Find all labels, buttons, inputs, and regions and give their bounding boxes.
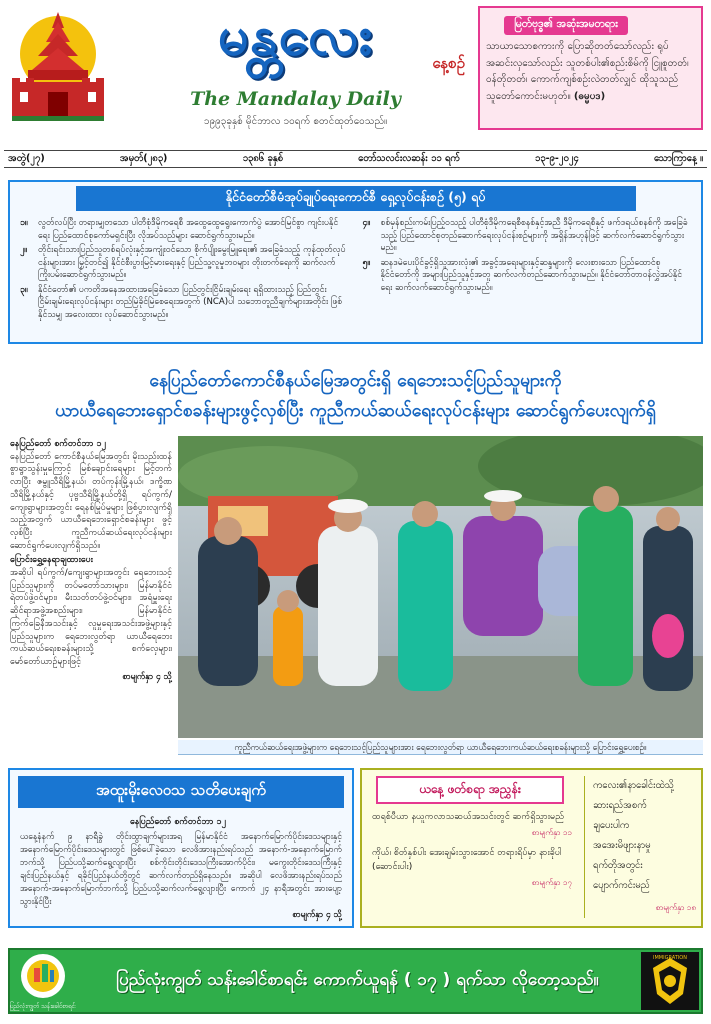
weather-dateline: နေပြည်တော် စက်တင်ဘာ ၁၂ bbox=[130, 817, 226, 827]
project-item-number: ၁။ bbox=[20, 218, 28, 228]
title-block bbox=[118, 4, 473, 128]
tip-line: ပျောက်ကင်းမည် bbox=[593, 880, 650, 891]
project-item-number: ၂။ bbox=[20, 245, 27, 255]
flood-photo-image bbox=[178, 436, 703, 738]
story-continued: စာမျက်နှာ ၄ သို့ bbox=[122, 671, 172, 682]
immigration-logo bbox=[639, 950, 701, 1012]
project-item bbox=[20, 217, 349, 242]
palace-logo-icon bbox=[8, 8, 108, 123]
project-item bbox=[20, 244, 349, 282]
issue-number: အမှတ်(၂၈၃) bbox=[119, 153, 168, 164]
english-title: The Mandalay Daily bbox=[190, 88, 401, 110]
project-columns bbox=[10, 211, 701, 323]
contents-item[interactable] bbox=[372, 846, 572, 890]
health-tip bbox=[584, 776, 696, 918]
tip-line: ကလေး၏နာခေါင်းထဲသို့ bbox=[593, 780, 674, 791]
project-item-text: နိုင်ငံတော်၏ ပကတိအနေအထားအခြေခံသော ပြည်တွင်းငြိမ်းချမ်းရေး ရရှိထားသည့် ပြည်တွင်းငြိမ်းချမ်းရေးလုပ်ငန်းများ တည်မြဲခိုင်မြဲစေရေးအတွက် (NCA)ပါ သဘောတူညီချက်များအတိုင်း ဖြစ်နိုင်သမျှ အလေးထား လုပ်ဆောင်သွားမည်။ bbox=[38, 284, 343, 320]
project-item-number: ၄။ bbox=[362, 218, 370, 228]
story-subhead: ပြောင်းရွှေ့နေရာချထားပေး bbox=[10, 555, 93, 566]
weather-text bbox=[10, 829, 352, 922]
weather-continued: စာမျက်နှာ ၄ သို့ bbox=[292, 910, 342, 920]
project-item bbox=[20, 284, 349, 322]
notice-heading: မြတ်ဗုဒ္ဓ၏ အဆုံးအမတရား bbox=[504, 16, 628, 35]
tip-line: ဆားရည်အစက် bbox=[593, 800, 647, 811]
contents-item-page: စာမျက်နှာ ၁၇ bbox=[531, 878, 572, 887]
story-paragraph-1: နေပြည်တော် ကောင်စီနယ်မြေအတွင်း မိုးသည်းထန်စွာရွာသွန်းမှုကြောင့် မြစ်ချောင်းရေများ မြင့်တက်လာပြီး ဇမ္ဗူသီရိမြို့နယ်၊ တပ်ကုန်းမြို့နယ်၊ ဒက္ခိဏသီရိမြို့နယ်နှင့် ပုဗ္ဗသီရိမြို့နယ်တို့ရှိ ရပ်ကွက်/ကျေးရွာများအတွင်း ရေနစ်မြုပ်မှုများ ဖြစ်ပွားလျက်ရှိသည့်အတွက် ယာယီရေဘေးရှောင်စခန်းများ ဖွင့်လှစ်ပြီး ကူညီကယ်ဆယ်ရေးလုပ်ငန်းများ ဆောင်ရွက်ပေးလျက်ရှိသည်။ bbox=[10, 451, 172, 551]
newspaper-title: မန္တလေး bbox=[217, 4, 374, 67]
project-item bbox=[363, 217, 692, 255]
project-item-text: တိုင်းရင်းသားပြည်သူတစ်ရပ်လုံးနှင့်အကျုံးဝင်သော စိုက်ပျိုးမွေးမြူရေး၏ အခြေခံသည့် ကုန်ထုတ်လုပ်ငန်းများအား မြှင့်တင်၍ နိုင်ငံစီးပွားမြင့်မားရေးနှင့် ပြည်သူ့လူမှုဘဝများ တိုးတက်ရေးကို ဆက်လက်ကြိုးပမ်းဆောင်ရွက်သွားမည်။ bbox=[38, 245, 346, 280]
project-item-number: ၃။ bbox=[20, 284, 28, 295]
contents-item[interactable] bbox=[372, 810, 572, 840]
notice-source: (ဓမ္မပဒ) bbox=[573, 90, 606, 102]
daily-badge: နေ့စဉ် bbox=[432, 54, 465, 72]
banner-text: ပြည်လုံးကျွတ် သန်းခေါင်စာရင်း ကောက်ယူရန် ( ၁၇ ) ရက်သာ လိုတော့သည်။ bbox=[116, 969, 599, 990]
census-banner bbox=[8, 948, 703, 1014]
notice-body: သာယာသောစကားကို ပြောဆိုတတ်သော်လည်း ရုပ်အဆင်းလှသော်လည်း သူတစ်ပါး၏စည်းစိမ်ကို ငြူစူတတ်၊ ဝန်တိုတတ်၊ ကောက်ကျစ်စဉ်းလဲတတ်လျှင် ထိုသူသည် သူတော်ကောင်းမဟုတ်။ bbox=[486, 41, 689, 102]
immigration-logo-text: IMMIGRATION bbox=[653, 955, 687, 961]
dhamma-notice bbox=[478, 6, 703, 130]
weather-body: ယနေ့နံနက် ၉ နာရီခွဲ တိုင်းထွာချက်များအရ မြန်မာနိုင်ငံ အနောက်မြောက်ပိုင်းဒေသများနှင့် အနောက်မြောက်ပိုင်းဒေသများတွင် ဖြစ်ပေါ်ခဲ့သော လေဖိအားနည်းရပ်သည် အနောက်-အနောက်မြောက်ဘက်သို့ ပြည်ပသို့ဆက်ရွေ့လျားပြီး စစ်ကိုင်းတိုင်းဒေသကြီးအောက်ပိုင်း၊ မကွေးတိုင်းဒေသကြီးနှင့် ချင်းပြည်နယ်နှင့် ရခိုင်ပြည်နယ်တို့တွင် ဆက်လက်တည်ရှိနေသည်။ အဆိုပါ လေဖိအားနည်းရပ်သည် အနောက်-အနောက်မြောက်ဘက်သို့ ပြည်ပသို့ဆက်လက်ရွေ့လျားပြီး ကောက် ၂၄ နာရီအတွင်း အားပျော့သွားနိုင်ပြီး bbox=[20, 832, 342, 907]
project-item-text: စစ်မှန်စည်းကမ်းပြည့်ဝသည့် ပါတီစုံဒီမိုကရေစီစနစ်နှင့်အညီ ဒီမိုကရေစီနှင့် ဖက်ဒရယ်စနစ်ကို အခြေခံသည့် ပြည်ထောင်စုတည်ဆောက်ရေးလုပ်ငန်းစဉ်များကို အရှိန်အဟုန်ဖြင့် ဆက်လက်ဆောင်ရွက်သွားမည်။ bbox=[380, 218, 688, 253]
tip-page: စာမျက်နှာ ၁၈ bbox=[655, 903, 696, 912]
date-bar bbox=[4, 150, 707, 168]
project-item-number: ၅။ bbox=[362, 257, 370, 268]
tip-line: ရက်တိုအတွင်း bbox=[593, 860, 643, 871]
project-item-text: ဆနဒမဲပေးပိုင်ခွင့်ရှိသူအားလုံး၏ အခွင့်အရေးများနှင့်ဆန္ဒများကို လေးစားသော ပြည်ထောင်စုနိုင်ငံတော်ကို အများပြည်သူနှင့်အတူ ဆက်လက်တည်ဆောက်သွားမည်။ နိုင်ငံတော်တာဝန်လွှဲအပ်နိုင်ရေး ဆက်လက်ဆောင်ရွက်သွားမည်။ bbox=[380, 257, 682, 293]
headline-line-2: ယာယီရေဘေးရှောင်စခန်းများဖွင့်လှစ်ပြီး ကူညီကယ်ဆယ်ရေးလုပ်ငန်းများ ဆောင်ရွက်ပေးလျက်ရှိ bbox=[55, 401, 656, 421]
project-item bbox=[363, 257, 692, 295]
project-column-left bbox=[20, 217, 349, 323]
contents-item-text: ကိုယ်၊ စိတ်နှစ်ပါး အေးချမ်းသွားအောင် တရားရိပ်မှာ နားခိုပါ (ဆောင်းပါး) bbox=[372, 848, 562, 872]
project-column-right bbox=[363, 217, 692, 323]
story-column bbox=[10, 436, 172, 683]
tagline: ၁၉၉၃ခုနှစ် မိုင်ဘာလ ၁၀ရက် စတင်ထုတ်ဝေသည်။ bbox=[203, 116, 388, 127]
census-logo-icon bbox=[10, 950, 76, 1012]
project-box bbox=[8, 180, 703, 344]
story-dateline: နေပြည်တော် စက်တင်ဘာ ၁၂ bbox=[10, 439, 106, 449]
main-headline bbox=[8, 366, 703, 426]
masthead bbox=[0, 0, 711, 132]
contents-heading: ယနေ့ ဖတ်စရာ အညွှန်း bbox=[376, 776, 564, 804]
contents-item-text: ထရစ်ပီယာ နယူကလာသဆယ်အသင်းတွင် ဆက်ရှိသွားမည် bbox=[372, 812, 564, 822]
census-logo bbox=[10, 950, 76, 1012]
tip-line: အအေးမိဖျားနာမှု bbox=[593, 840, 651, 851]
date: ၁၃-၉-၂၀၂၄ bbox=[534, 153, 579, 164]
weather-warning-box bbox=[8, 768, 354, 928]
palace-logo bbox=[8, 8, 108, 123]
photo-caption: ကူညီကယ်ဆယ်ရေးအဖွဲ့များက ရေဘေးသင့်ပြည်သူများအား ရေဘေးလွတ်ရာ ယာယီရေဘေးကယ်ဆယ်ရေးစခန်းများသို့ ပြောင်းရွှေ့ပေးစဉ်။ bbox=[178, 740, 703, 755]
contents-box bbox=[360, 768, 703, 928]
story-paragraph-2: အဆိုပါ ရပ်ကွက်/ကျေးရွာများအတွင်း ရေဘေးသင့်ပြည်သူများကို တပ်မတော်သားများ၊ မြန်မာနိုင်ငံရဲတပ်ဖွဲ့ဝင်များ၊ မီးသတ်တပ်ဖွဲ့ဝင်များ၊ အရံမှူးရေးဆိုင်ရာအဖွဲ့အစည်းများ၊ မြန်မာနိုင်ငံကြက်ခြေနီအသင်းနှင့် လူမှုရေးအသင်းအဖွဲ့များနှင့် ပြည်သူများက ရေဘေးလွတ်ရာ ယာယီရေဘေးကယ်ဆယ်ရေးစခန်းများသို့ စက်လှေများ၊ မော်တော်ယာဉ်များဖြင့် bbox=[10, 568, 172, 667]
weekday: သောကြာနေ့ ။ bbox=[654, 153, 703, 164]
volume: အတွဲ(၂၇) bbox=[8, 153, 45, 164]
myanmar-year: ၁၃၈၆ ခုနှစ် bbox=[242, 153, 283, 164]
flood-rescue-photo bbox=[178, 436, 703, 738]
weather-heading: အထူးမိုးလေဝသ သတိပေးချက် bbox=[18, 776, 344, 808]
headline-line-1: နေပြည်တော်ကောင်စီနယ်မြေအတွင်းရှိ ရေဘေးသင့်ပြည်သူများကို bbox=[149, 371, 562, 391]
tip-line: ချပေးပါက bbox=[593, 820, 630, 831]
contents-item-page: စာမျက်နှာ ၁၁ bbox=[531, 828, 572, 837]
project-item-text: လွတ်လပ်ပြီး တရားမျှတသော ပါတီစုံဒီမိုကရေစီ အထွေထွေရွေးကောက်ပွဲ အောင်မြင်စွာ ကျင်းပနိုင်ရေး ပြည်ထောင်စုကော်မရှင်းပြီး လိုအပ်သည်များ ဆောင်ရွက်သွားမည်။ bbox=[38, 218, 339, 241]
contents-list bbox=[372, 810, 572, 896]
project-heading: နိုင်ငံတော်စီမံအုပ်ချုပ်ရေးကောင်စီ ရှေ့လုပ်ငန်းစဉ် (၅) ရပ် bbox=[76, 186, 636, 211]
notice-text bbox=[486, 39, 695, 105]
census-logo-text: ပြည်လုံးကျွတ် သန်းခေါင်စာရင်း bbox=[10, 1003, 76, 1010]
myanmar-month: တော်သလင်းလဆန်း ၁၁ ရက် bbox=[358, 153, 460, 164]
immigration-logo-icon bbox=[639, 950, 701, 1012]
